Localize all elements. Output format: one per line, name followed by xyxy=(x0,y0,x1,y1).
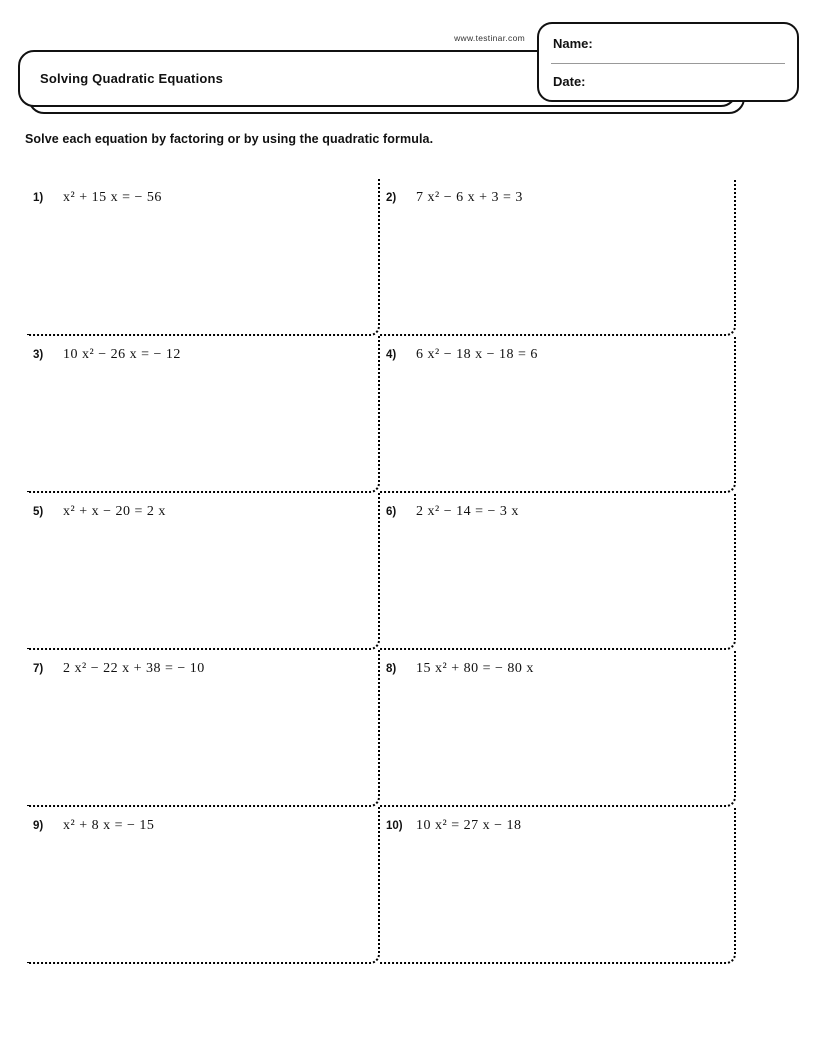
problem-number: 3) xyxy=(33,349,44,361)
page-title: Solving Quadratic Equations xyxy=(40,71,224,86)
problem-equation: x² + x − 20 = 2 x xyxy=(63,504,166,519)
problem-cell-10 xyxy=(380,807,736,964)
problem-number: 8) xyxy=(386,663,397,675)
problem-cell-8 xyxy=(380,650,736,807)
problem-number: 7) xyxy=(33,663,44,675)
problem-cell-1 xyxy=(27,179,380,336)
problem-cell-6 xyxy=(380,493,736,650)
problem-number: 4) xyxy=(386,349,397,361)
problem-equation: 10 x² = 27 x − 18 xyxy=(416,818,522,833)
website-url: www.testinar.com xyxy=(454,33,525,43)
problem-cell-9 xyxy=(27,807,380,964)
problem-cell-2 xyxy=(380,179,736,336)
problem-equation: 15 x² + 80 = − 80 x xyxy=(416,661,534,676)
problem-cell-4 xyxy=(380,336,736,493)
date-label: Date: xyxy=(553,74,586,89)
problem-equation: 10 x² − 26 x = − 12 xyxy=(63,347,181,362)
problem-equation: 2 x² − 14 = − 3 x xyxy=(416,504,519,519)
problem-equation: x² + 8 x = − 15 xyxy=(63,818,155,833)
problem-equation: 2 x² − 22 x + 38 = − 10 xyxy=(63,661,205,676)
problem-number: 10) xyxy=(386,820,403,832)
name-date-box xyxy=(537,22,799,102)
problem-number: 9) xyxy=(33,820,44,832)
problem-cell-3 xyxy=(27,336,380,493)
problem-equation: 7 x² − 6 x + 3 = 3 xyxy=(416,190,523,205)
problems-grid xyxy=(27,179,736,964)
problem-number: 6) xyxy=(386,506,397,518)
name-label: Name: xyxy=(553,36,593,51)
problem-number: 1) xyxy=(33,192,44,204)
problem-number: 2) xyxy=(386,192,397,204)
instructions: Solve each equation by factoring or by using the quadratic formula. xyxy=(25,132,434,146)
problem-cell-7 xyxy=(27,650,380,807)
problem-number: 5) xyxy=(33,506,44,518)
problem-equation: x² + 15 x = − 56 xyxy=(63,190,162,205)
name-input-line xyxy=(551,63,785,64)
problem-equation: 6 x² − 18 x − 18 = 6 xyxy=(416,347,538,362)
problem-cell-5 xyxy=(27,493,380,650)
